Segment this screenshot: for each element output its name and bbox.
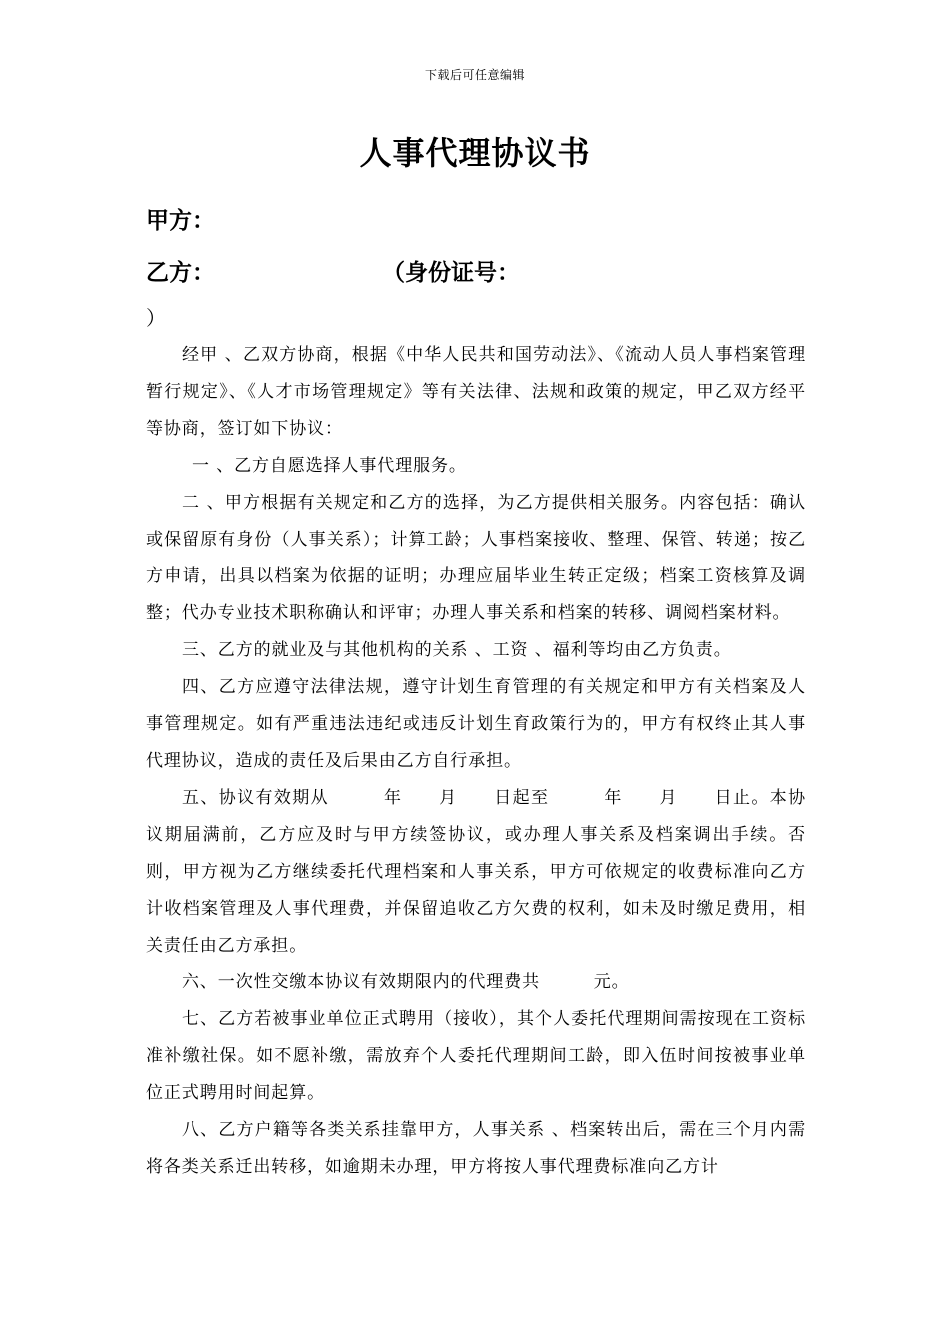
clause-2: 二 、甲方根据有关规定和乙方的选择，为乙方提供相关服务。内容包括：确认或保留原有身份（人事关系）；计算工龄；人事档案接收、整理、保管、转递；按乙方申请，出具以档案为依据的证明；办理应届毕业生转正定级；档案工资核算及调整；代办专业技术职称确认和评审；办理人事关系和档案的转移、调阅档案材料。 <box>146 492 806 624</box>
party-b-label: 乙方： <box>146 260 215 286</box>
clause-6: 六、一次性交缴本协议有效期限内的代理费共 元。 <box>182 972 630 993</box>
header-note: 下载后可任意编辑 <box>424 68 525 82</box>
document-title: 人事代理协议书 <box>359 134 591 172</box>
clause-5: 五、协议有效期从 年 月 日起至 年 月 日止。本协议期届满前，乙方应及时与甲方续签协议，或办理人事关系及档案调出手续。否则，甲方视为乙方继续委托代理档案和人事关系，甲方可依规定的收费标准向乙方计收档案管理及人事代理费，并保留追收乙方欠费的权利，如未及时缴足费用，相关责任由乙方承担。 <box>146 787 806 956</box>
intro-paragraph: 经甲 、乙双方协商，根据《中华人民共和国劳动法》、《流动人员人事档案管理暂行规定》、《人才市场管理规定》等有关法律、法规和政策的规定，甲乙双方经平等协商，签订如下协议： <box>146 345 806 439</box>
clause-3: 三、乙方的就业及与其他机构的关系 、工资 、福利等均由乙方负责。 <box>182 640 732 661</box>
clause-1: 一 、乙方自愿选择人事代理服务。 <box>192 455 467 476</box>
closing-parenthesis: ） <box>146 306 166 330</box>
clause-8: 八、乙方户籍等各类关系挂靠甲方，人事关系 、档案转出后，需在三个月内需将各类关系迁出转移，如逾期未办理，甲方将按人事代理费标准向乙方计 <box>146 1120 806 1177</box>
party-a-label: 甲方： <box>146 208 215 234</box>
agreement-body <box>146 337 806 1186</box>
id-number-label: （身份证号： <box>382 260 520 286</box>
clause-7: 七、乙方若被事业单位正式聘用（接收），其个人委托代理期间需按现在工资标准补缴社保。如不愿补缴，需放弃个人委托代理期间工龄，即入伍时间按被事业单位正式聘用时间起算。 <box>146 1009 806 1104</box>
clause-4: 四、乙方应遵守法律法规，遵守计划生育管理的有关规定和甲方有关档案及人事管理规定。如有严重违法违纪或违反计划生育政策行为的，甲方有权终止其人事代理协议，造成的责任及后果由乙方自行承担。 <box>146 677 806 771</box>
